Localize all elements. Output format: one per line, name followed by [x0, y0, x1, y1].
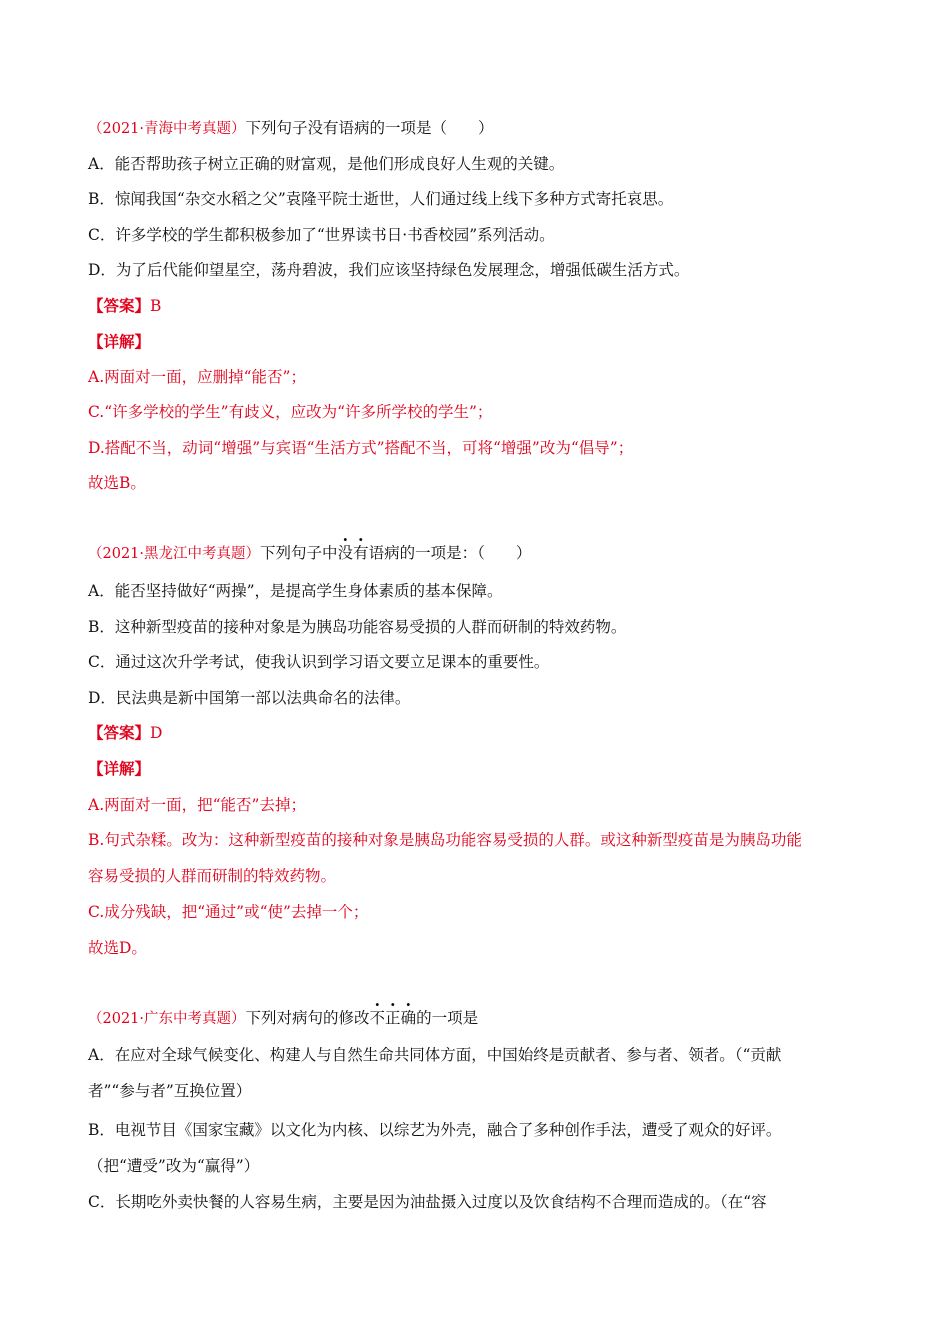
- q2-detail-label: 【详解】: [88, 759, 151, 778]
- q2-title: [88, 543, 531, 564]
- q1-option-a: A．能否帮助孩子树立正确的财富观，是他们形成良好人生观的关键。: [88, 155, 565, 173]
- q2-option-b: B．这种新型疫苗的接种对象是为胰岛功能容易受损的人群而研制的特效药物。: [88, 618, 627, 636]
- q2-answer: [88, 723, 162, 743]
- q2-source: （2021·黑龙江中考真题）: [88, 546, 261, 562]
- q2-answer-label: 【答案】: [88, 723, 151, 742]
- q2-stem-pre: 下列句子中: [260, 544, 338, 562]
- q2-conclusion: 故选D。: [88, 939, 147, 957]
- q2-explanation-c: C.成分残缺，把“通过”或“使”去掉一个；: [88, 903, 369, 921]
- q3-option-b-1: B．电视节目《国家宝藏》以文化为内核、以综艺为外壳，融合了多种创作手法，遭受了观众的好评。: [88, 1121, 782, 1139]
- q2-option-d: D．民法典是新中国第一部以法典命名的法律。: [88, 689, 411, 707]
- q3-option-a-2: 者”“参与者”互换位置）: [88, 1082, 252, 1100]
- q1-explanation-d: D.搭配不当，动词“增强”与宾语“生活方式”搭配不当，可将“增强”改为“倡导”；: [88, 439, 634, 457]
- q3-option-b-2: （把“遭受”改为“赢得”）: [88, 1157, 260, 1175]
- q2-emphasis-char-1: 没: [337, 544, 354, 562]
- q2-stem-post: 语病的一项是：（ ）: [368, 544, 532, 562]
- q3-emphasis-char-2: 正: [385, 1009, 401, 1027]
- q1-answer: [88, 296, 161, 316]
- q1-option-b: B．惊闻我国“杂交水稻之父”袁隆平院士逝世，人们通过线上线下多种方式寄托哀思。: [88, 190, 674, 208]
- q1-explanation-c: C.“许多学校的学生”有歧义，应改为“许多所学校的学生”；: [88, 403, 493, 421]
- q1-source: （2021·青海中考真题）: [88, 121, 246, 137]
- q1-option-c: C．许多学校的学生都积极参加了“世界读书日·书香校园”系列活动。: [88, 226, 555, 244]
- q3-emphasis-char-3: 确: [400, 1009, 417, 1027]
- q3-title: [88, 1008, 478, 1029]
- q2-option-c: C．通过这次升学考试，使我认识到学习语文要立足课本的重要性。: [88, 653, 550, 671]
- q1-title: [88, 118, 494, 139]
- q1-answer-value: B: [150, 297, 162, 315]
- q1-stem: 下列句子没有语病的一项是（ ）: [245, 119, 494, 137]
- q1-detail-label: 【详解】: [88, 332, 151, 351]
- q3-stem-post: 的一项是: [416, 1009, 479, 1027]
- q2-option-a: A．能否坚持做好“两操”，是提高学生身体素质的基本保障。: [88, 582, 503, 600]
- q3-option-c: C．长期吃外卖快餐的人容易生病，主要是因为油盐摄入过度以及饮食结构不合理而造成的。（在“容: [88, 1193, 767, 1211]
- q3-stem-pre: 下列对病句的修改: [245, 1009, 370, 1027]
- q1-explanation-a: A.两面对一面，应删掉“能否”；: [88, 368, 306, 386]
- q2-explanation-b-1: B.句式杂糅。改为：这种新型疫苗的接种对象是胰岛功能容易受损的人群。或这种新型疫苗是为胰岛功能: [88, 831, 802, 849]
- q1-conclusion: 故选B。: [88, 474, 146, 492]
- q2-emphasis-char-2: 有: [353, 544, 369, 562]
- q1-option-d: D．为了后代能仰望星空，荡舟碧波，我们应该坚持绿色发展理念，增强低碳生活方式。: [88, 261, 690, 279]
- q2-explanation-a: A.两面对一面，把“能否”去掉；: [88, 796, 306, 814]
- q3-source: （2021·广东中考真题）: [88, 1011, 246, 1027]
- q3-emphasis-char-1: 不: [369, 1009, 386, 1027]
- q3-option-a-1: A．在应对全球气候变化、构建人与自然生命共同体方面，中国始终是贡献者、参与者、领者。（“贡献: [88, 1046, 782, 1064]
- q2-answer-value: D: [150, 724, 163, 742]
- q1-answer-label: 【答案】: [88, 296, 151, 315]
- q2-explanation-b-2: 容易受损的人群而研制的特效药物。: [88, 867, 337, 885]
